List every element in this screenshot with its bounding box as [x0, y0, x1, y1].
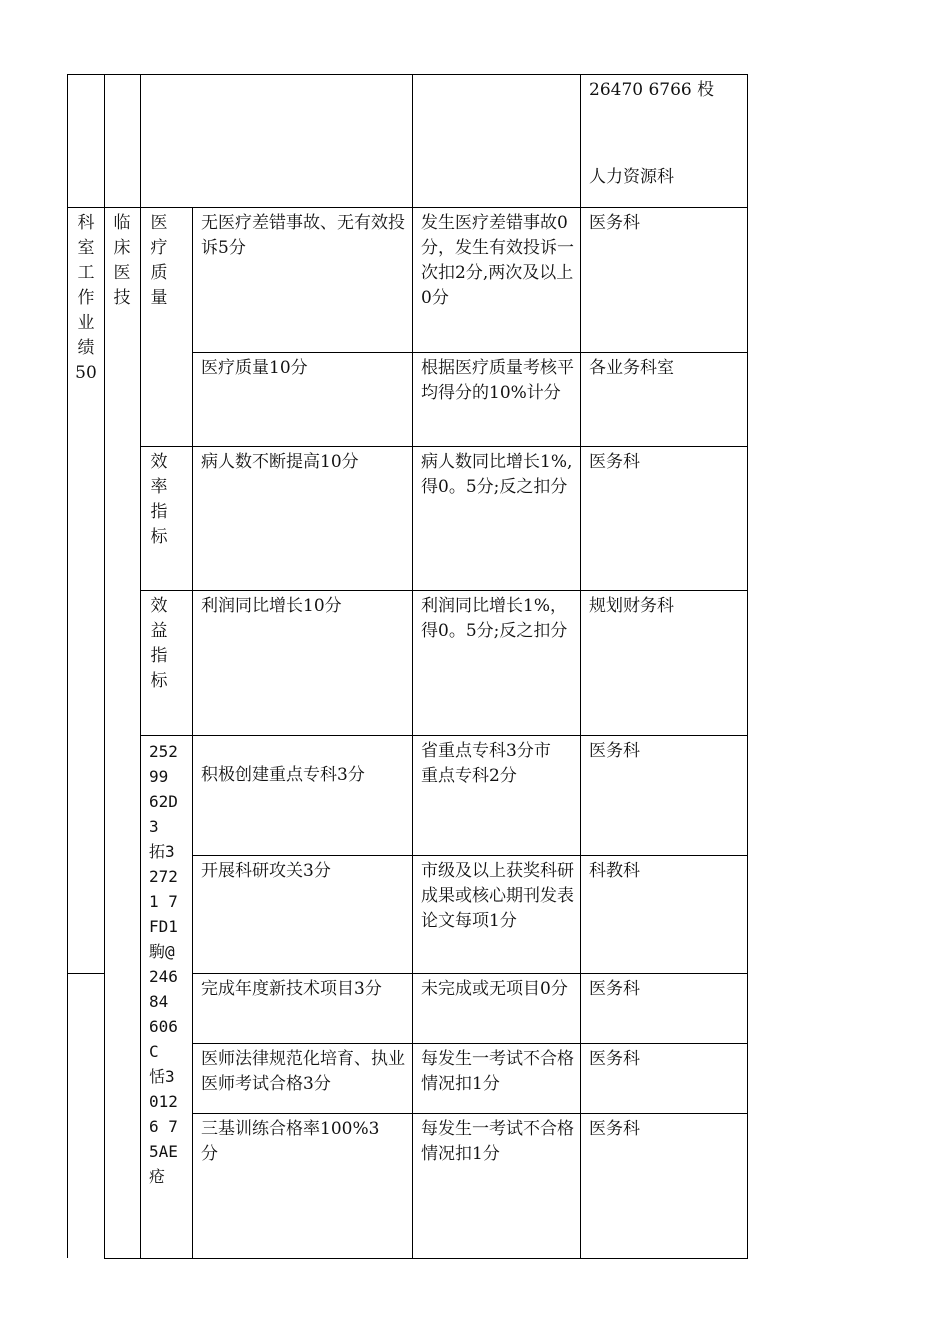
table-rule	[67, 973, 104, 974]
rule-text: 每发生一考试不合格情况扣1分	[421, 1119, 574, 1164]
dept-text: 医务科	[589, 979, 640, 999]
table-rule	[140, 74, 141, 1258]
rule-text: 根据医疗质量考核平均得分的10%计分	[421, 358, 574, 403]
dept-text: 医务科	[589, 213, 640, 233]
table-rule	[192, 207, 193, 1258]
header-row-line2: 人力资源科	[589, 167, 674, 187]
category-label: 科室工作业绩50	[75, 213, 97, 383]
table-rule	[192, 855, 748, 856]
dept-text: 规划财务科	[589, 596, 674, 616]
table-rule	[67, 207, 748, 208]
subcategory-label: 临床医技	[113, 213, 131, 308]
item-text: 无医疗差错事故、无有效投诉5分	[201, 213, 405, 258]
item-text: 积极创建重点专科3分	[201, 765, 365, 785]
rule-text: 发生医疗差错事故0分，发生有效投诉一次扣2分,两次及以上0分	[421, 213, 574, 308]
table-rule	[140, 735, 748, 736]
rule-text: 利润同比增长1%，得0。5分;反之扣分	[421, 596, 568, 641]
group-label-benefit: 效益指标	[150, 596, 168, 691]
table-rule	[192, 1113, 748, 1114]
dept-text: 医务科	[589, 452, 640, 472]
item-text: 医师法律规范化培育、执业医师考试合格3分	[201, 1049, 405, 1094]
table-rule	[192, 973, 748, 974]
item-text: 利润同比增长10分	[201, 596, 342, 616]
group-label-code: 25299 62D3 拓32721 7FD1 駒@24684 606C 恬30126 75AE 疮	[149, 742, 178, 1186]
item-text: 三基训练合格率100%3分	[201, 1119, 380, 1164]
table-rule	[104, 74, 105, 1258]
table-rule	[140, 590, 748, 591]
header-row-line1: 26470 6766 杸	[589, 80, 715, 100]
group-label-efficiency: 效率指标	[150, 452, 168, 547]
table-rule	[580, 74, 581, 1258]
item-text: 病人数不断提高10分	[201, 452, 359, 472]
table-rule	[412, 74, 413, 1258]
table-rule	[104, 1258, 748, 1259]
table-rule	[67, 74, 748, 75]
dept-text: 科教科	[589, 861, 640, 881]
dept-text: 医务科	[589, 741, 640, 761]
group-label-quality: 医疗质量	[150, 213, 168, 308]
item-text: 完成年度新技术项目3分	[201, 979, 382, 999]
dept-text: 各业务科室	[589, 358, 674, 378]
rule-text: 未完成或无项目0分	[421, 979, 568, 999]
dept-text: 医务科	[589, 1119, 640, 1139]
rule-text: 每发生一考试不合格情况扣1分	[421, 1049, 574, 1094]
table-rule	[192, 352, 748, 353]
item-text: 开展科研攻关3分	[201, 861, 331, 881]
rule-text: 市级及以上获奖科研成果或核心期刊发表论文每项1分	[421, 861, 574, 931]
rule-text: 省重点专科3分市重点专科2分	[421, 741, 551, 786]
dept-text: 医务科	[589, 1049, 640, 1069]
table-rule	[192, 1043, 748, 1044]
table-rule	[140, 446, 748, 447]
rule-text: 病人数同比增长1%,得0。5分;反之扣分	[421, 452, 573, 497]
item-text: 医疗质量10分	[201, 358, 308, 378]
table-rule	[747, 74, 748, 1258]
table-rule	[67, 74, 68, 1258]
